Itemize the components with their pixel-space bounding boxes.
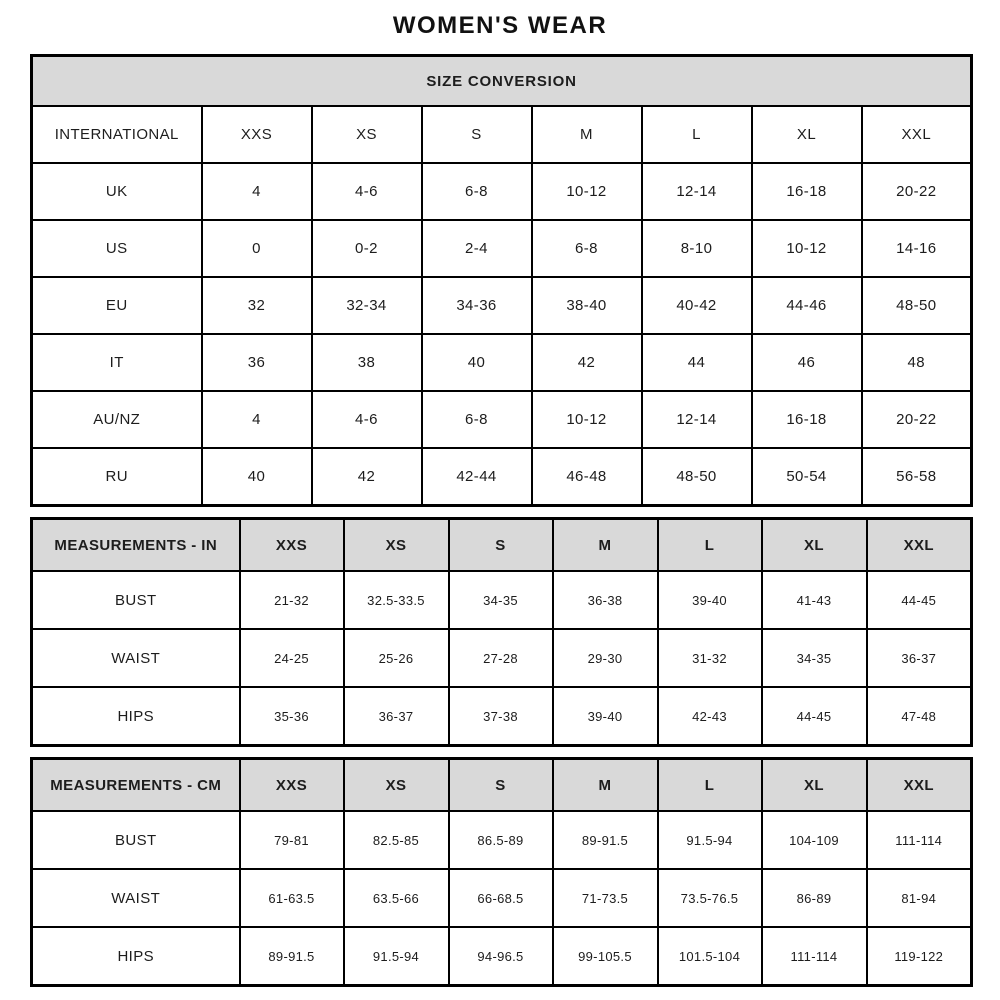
- row-label-hips: HIPS: [32, 927, 240, 986]
- col-header-international: INTERNATIONAL: [32, 106, 202, 163]
- size-cell: 44-46: [752, 277, 862, 334]
- col-header-xxl: XXL: [862, 106, 972, 163]
- measurement-cell: 111-114: [762, 927, 867, 986]
- table-row-aunz: [32, 391, 972, 448]
- measurement-cell: 21-32: [240, 571, 344, 629]
- size-cell: 32: [202, 277, 312, 334]
- table-row-waist-in: [32, 629, 972, 687]
- col-header-xl: XL: [752, 106, 862, 163]
- measurements-cm-header-row: [32, 759, 972, 812]
- size-conversion-table: [30, 54, 973, 507]
- col-header-s: S: [449, 519, 553, 572]
- col-header-xxs: XXS: [202, 106, 312, 163]
- measurement-cell: 99-105.5: [553, 927, 658, 986]
- measurement-cell: 94-96.5: [449, 927, 553, 986]
- table-row-bust-cm: [32, 811, 972, 869]
- table-row-hips-cm: [32, 927, 972, 986]
- measurement-cell: 24-25: [240, 629, 344, 687]
- measurement-cell: 71-73.5: [553, 869, 658, 927]
- size-cell: 16-18: [752, 163, 862, 220]
- size-cell: 56-58: [862, 448, 972, 506]
- measurement-cell: 27-28: [449, 629, 553, 687]
- measurement-cell: 73.5-76.5: [658, 869, 762, 927]
- measurement-cell: 35-36: [240, 687, 344, 746]
- size-cell: 2-4: [422, 220, 532, 277]
- measurement-cell: 66-68.5: [449, 869, 553, 927]
- measurement-cell: 34-35: [762, 629, 867, 687]
- size-cell: 40: [422, 334, 532, 391]
- size-conversion-header-row: [32, 56, 972, 107]
- col-header-s: S: [449, 759, 553, 812]
- measurement-cell: 91.5-94: [344, 927, 449, 986]
- size-cell: 48-50: [862, 277, 972, 334]
- row-label-hips: HIPS: [32, 687, 240, 746]
- col-header-xs: XS: [344, 519, 449, 572]
- table-row-ru: [32, 448, 972, 506]
- col-header-xs: XS: [312, 106, 422, 163]
- measurement-cell: 36-38: [553, 571, 658, 629]
- size-cell: 46-48: [532, 448, 642, 506]
- size-cell: 0-2: [312, 220, 422, 277]
- measurement-cell: 39-40: [658, 571, 762, 629]
- size-cell: 44: [642, 334, 752, 391]
- measurement-cell: 111-114: [867, 811, 972, 869]
- size-cell: 8-10: [642, 220, 752, 277]
- size-cell: 12-14: [642, 391, 752, 448]
- row-label-ru: RU: [32, 448, 202, 506]
- measurement-cell: 89-91.5: [240, 927, 344, 986]
- size-cell: 10-12: [532, 391, 642, 448]
- size-cell: 40: [202, 448, 312, 506]
- page-title: WOMEN'S WEAR: [392, 12, 608, 39]
- size-cell: 6-8: [422, 163, 532, 220]
- col-header-m: M: [532, 106, 642, 163]
- size-chart-page: [30, 0, 970, 987]
- size-conversion-title: SIZE CONVERSION: [32, 56, 972, 107]
- measurement-cell: 81-94: [867, 869, 972, 927]
- size-cell: 4-6: [312, 163, 422, 220]
- measurement-cell: 82.5-85: [344, 811, 449, 869]
- table-row-hips-in: [32, 687, 972, 746]
- col-header-l: L: [658, 759, 762, 812]
- col-header-xxl: XXL: [867, 519, 972, 572]
- size-cell: 38-40: [532, 277, 642, 334]
- row-label-waist: WAIST: [32, 629, 240, 687]
- table-row-it: [32, 334, 972, 391]
- col-header-s: S: [422, 106, 532, 163]
- measurement-cell: 91.5-94: [658, 811, 762, 869]
- size-cell: 50-54: [752, 448, 862, 506]
- size-cell: 4: [202, 391, 312, 448]
- size-cell: 46: [752, 334, 862, 391]
- size-cell: 20-22: [862, 391, 972, 448]
- size-cell: 48-50: [642, 448, 752, 506]
- measurements-in-header-row: [32, 519, 972, 572]
- measurement-cell: 39-40: [553, 687, 658, 746]
- size-cell: 4: [202, 163, 312, 220]
- measurement-cell: 119-122: [867, 927, 972, 986]
- measurement-cell: 63.5-66: [344, 869, 449, 927]
- size-cell: 34-36: [422, 277, 532, 334]
- measurement-cell: 86-89: [762, 869, 867, 927]
- measurement-cell: 104-109: [762, 811, 867, 869]
- measurement-cell: 29-30: [553, 629, 658, 687]
- col-header-xl: XL: [762, 519, 867, 572]
- size-cell: 6-8: [422, 391, 532, 448]
- size-cell: 36: [202, 334, 312, 391]
- col-header-l: L: [642, 106, 752, 163]
- size-cell: 42: [312, 448, 422, 506]
- col-header-xxl: XXL: [867, 759, 972, 812]
- size-cell: 14-16: [862, 220, 972, 277]
- measurement-cell: 47-48: [867, 687, 972, 746]
- table-row-eu: [32, 277, 972, 334]
- table-row-uk: [32, 163, 972, 220]
- col-header-xl: XL: [762, 759, 867, 812]
- size-cell: 38: [312, 334, 422, 391]
- col-header-xxs: XXS: [240, 759, 344, 812]
- table-row-us: [32, 220, 972, 277]
- row-label-bust: BUST: [32, 811, 240, 869]
- size-cell: 42-44: [422, 448, 532, 506]
- size-cell: 10-12: [752, 220, 862, 277]
- measurement-cell: 31-32: [658, 629, 762, 687]
- measurement-cell: 41-43: [762, 571, 867, 629]
- size-cell: 20-22: [862, 163, 972, 220]
- size-cell: 48: [862, 334, 972, 391]
- size-conversion-column-headers: [32, 106, 972, 163]
- size-cell: 10-12: [532, 163, 642, 220]
- row-label-bust: BUST: [32, 571, 240, 629]
- size-cell: 4-6: [312, 391, 422, 448]
- table-row-waist-cm: [32, 869, 972, 927]
- size-cell: 32-34: [312, 277, 422, 334]
- measurement-cell: 101.5-104: [658, 927, 762, 986]
- measurement-cell: 25-26: [344, 629, 449, 687]
- size-cell: 40-42: [642, 277, 752, 334]
- col-header-m: M: [553, 519, 658, 572]
- measurement-cell: 86.5-89: [449, 811, 553, 869]
- size-cell: 6-8: [532, 220, 642, 277]
- measurement-cell: 32.5-33.5: [344, 571, 449, 629]
- measurements-in-title: MEASUREMENTS - IN: [32, 519, 240, 572]
- col-header-l: L: [658, 519, 762, 572]
- measurement-cell: 36-37: [867, 629, 972, 687]
- measurement-cell: 34-35: [449, 571, 553, 629]
- measurement-cell: 89-91.5: [553, 811, 658, 869]
- table-row-bust-in: [32, 571, 972, 629]
- measurement-cell: 37-38: [449, 687, 553, 746]
- row-label-us: US: [32, 220, 202, 277]
- measurement-cell: 44-45: [867, 571, 972, 629]
- measurement-cell: 42-43: [658, 687, 762, 746]
- row-label-uk: UK: [32, 163, 202, 220]
- measurement-cell: 36-37: [344, 687, 449, 746]
- measurements-in-table: [30, 517, 973, 747]
- size-cell: 42: [532, 334, 642, 391]
- measurement-cell: 61-63.5: [240, 869, 344, 927]
- size-cell: 0: [202, 220, 312, 277]
- measurement-cell: 44-45: [762, 687, 867, 746]
- size-cell: 16-18: [752, 391, 862, 448]
- col-header-xxs: XXS: [240, 519, 344, 572]
- measurements-cm-table: [30, 757, 973, 987]
- measurement-cell: 79-81: [240, 811, 344, 869]
- col-header-xs: XS: [344, 759, 449, 812]
- row-label-aunz: AU/NZ: [32, 391, 202, 448]
- row-label-it: IT: [32, 334, 202, 391]
- size-cell: 12-14: [642, 163, 752, 220]
- measurements-cm-title: MEASUREMENTS - CM: [32, 759, 240, 812]
- row-label-waist: WAIST: [32, 869, 240, 927]
- col-header-m: M: [553, 759, 658, 812]
- row-label-eu: EU: [32, 277, 202, 334]
